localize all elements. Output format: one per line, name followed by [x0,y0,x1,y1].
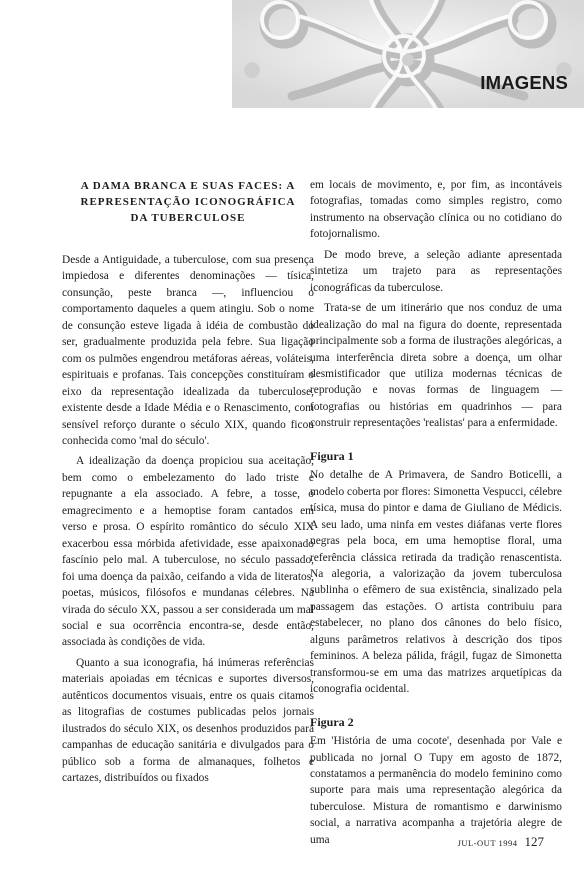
figure-1-caption: No detalhe de A Primavera, de Sandro Boticelli, a modelo coberta por flores: Simonetta Vespucci, célebre tísica, musa do pintor e dama de Giuliano de Médicis. A seu lado, uma ninfa em vestes diáfanas verte flores negras pela boca, em uma hemoptise floral, uma referência clássica retirada da tradição renascentista. Na alegoria, a valorização da jovem tuberculosa sublinha o efêmero de sua existência, sinalizado pela passagem das estações. O artista contribuiu para estabelecer, no plano dos cânones do belo físico, alguns parâmetros relativos à descrição dos tipos femininos. A beleza pálida, frágil, fugaz de Simonetta transformou-se em uma das matrizes arquetípicas da iconografia ocidental. [310,469,562,696]
issue-date: JUL-OUT 1994 [457,838,518,848]
body-paragraph: Trata-se de um itinerário que nos conduz de uma idealização do mal na figura do doente, representada principalmente sob a forma de ilustrações alegóricas, a uma interferência direta sobre a doença, um olhar desmistificador que utiliza modernas técnicas de reprodução e novas formas de linguagem — fotografias ou histórias em quadrinhos — para construir representações 'realistas' para a enfermidade. [310,302,562,430]
left-column [62,178,314,791]
article-title: A DAMA BRANCA E SUAS FACES: A REPRESENTAÇÃO ICONOGRÁFICA DA TUBERCULOSE [80,180,296,224]
figure-2-heading: Figura 2 [310,714,354,729]
page-number: 127 [524,834,544,849]
figure-2-caption: Em 'História de uma cocote', desenhada por Vale e publicada no jornal O Tupy em agosto de 1872, constatamos a permanência do modelo feminino como suporte para mais uma representação alegórica da tuberculose. Mistura de romantismo e darwinismo social, a narrativa acompanha a trajetória alegre de uma [310,735,562,846]
body-paragraph: Desde a Antiguidade, a tuberculose, com sua presença impiedosa e diferentes denominações — tísica, consunção, peste branca —, influenciou o comportamento daqueles a quem atingiu. Sob o nome de consunção esteve ligada à idéia de combustão do ser, gradualmente produzida pela febre. Sua ligação com os pulmões engendrou metáforas aéreas, voláteis, espirituais e profanas. Tais concepções constituíram o eixo da representação idealizada da tuberculose, existente desde a Idade Média e o Renascimento, com sensível reforço durante o século XIX, quando ficou conhecida como 'mal do século'. [62,254,314,447]
body-paragraph: A idealização da doença propiciou sua aceitação, bem como o embelezamento do lado triste e repugnante a ela associado. A febre, a tosse, o emagrecimento e a hemoptise foram cantados em verso e prosa. O espírito romântico do século XIX exacerbou essa mórbida afetividade, esse apaixonado fascínio pelo mal. A tuberculose, no século passado, foi uma doença da paixão, ceifando a vida de literatos, poetas, músicos, filósofos e mundanas célebres. Na virada do século XX, passou a ser considerada um mal social e sua ocorrência encontra-se, desde então, associada às condições de vida. [62,455,314,649]
body-paragraph: Quanto a sua iconografia, há inúmeras referências materiais apoiadas em técnicas e suportes diversos, autênticos documentos visuais, entre os quais citamos as litografias de costumes publicadas pelos jornais ilustrados do século XIX, os desenhos produzidos para campanhas de educação sanitária e divulgados para o público sob a forma de almanaques, folhetos e cartazes, distribuídos ou fixados [62,656,314,785]
body-paragraph: De modo breve, a seleção adiante apresentada sintetiza um trajeto para as representações iconográficas da tuberculose. [310,248,562,294]
right-column [310,177,562,852]
section-title: IMAGENS [480,72,568,93]
figure-1-heading: Figura 1 [310,448,354,463]
body-paragraph: em locais de movimento, e, por fim, as incontáveis fotografias, tomadas como simples registro, como instrumento na observação clínica ou no cotidiano do fotojornalismo. [310,179,562,241]
page-footer [458,834,544,850]
